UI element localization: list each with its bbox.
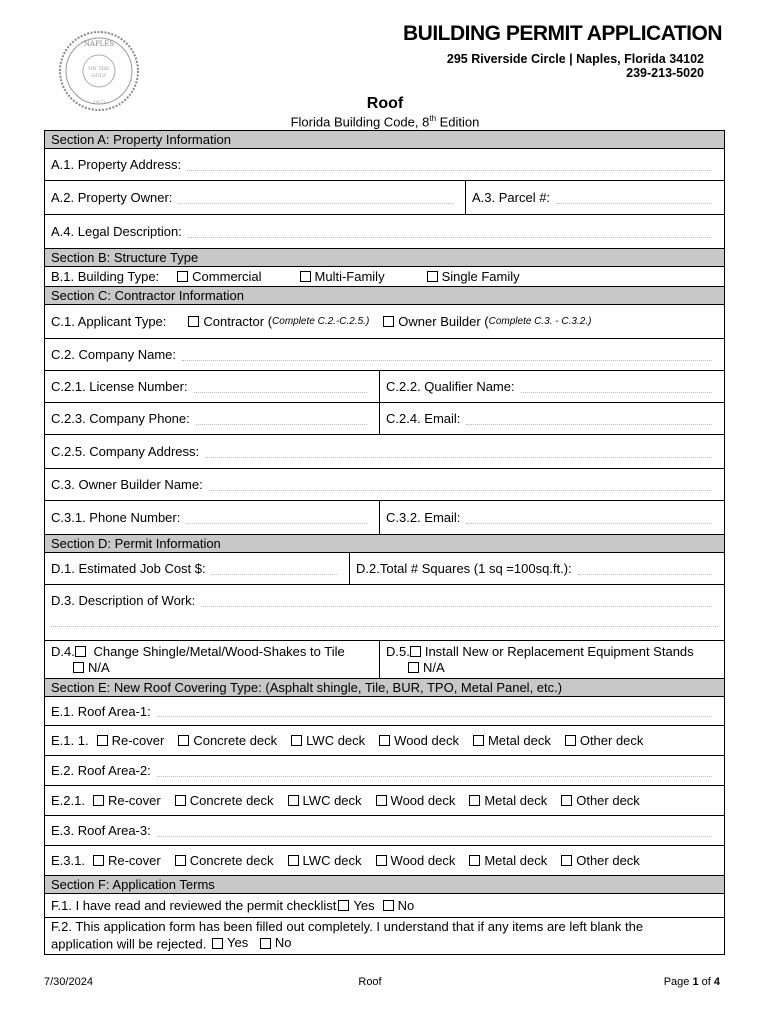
footer-date: 7/30/2024 [44, 976, 93, 988]
property-owner-field[interactable] [178, 202, 453, 204]
d5-checkbox[interactable] [410, 646, 421, 657]
row-c2 [45, 339, 724, 371]
e11-lwc-option[interactable]: LWC deck [283, 733, 365, 748]
c21-label: C.2.1. License Number: [51, 379, 188, 394]
property-address-field[interactable] [187, 169, 712, 171]
f1-no-option[interactable]: No [381, 898, 415, 913]
company-address-field[interactable] [205, 456, 712, 458]
d4-option[interactable]: D.4. Change Shingle/Metal/Wood-Shakes to Tile [51, 643, 345, 659]
e31-concrete-checkbox[interactable] [175, 855, 186, 866]
e3-label: E.3. Roof Area-3: [51, 823, 151, 838]
roof-area-1-field[interactable] [157, 715, 712, 717]
e31-recover-checkbox[interactable] [93, 855, 104, 866]
f1-label: F.1. I have read and reviewed the permit checklist [51, 898, 337, 913]
f2-line-2: application will be rejected. Yes No [51, 935, 292, 952]
footer-center: Roof [358, 976, 382, 988]
svg-text:1923: 1923 [92, 100, 106, 106]
multi-family-checkbox[interactable] [300, 271, 311, 282]
multi-family-option[interactable]: Multi-Family [292, 269, 385, 284]
contractor-checkbox[interactable] [188, 316, 199, 327]
description-of-work-line-2[interactable] [51, 626, 718, 627]
e11-metal-checkbox[interactable] [473, 735, 484, 746]
e31-lwc-checkbox[interactable] [288, 855, 299, 866]
row-c3 [45, 469, 724, 501]
e31-metal-option[interactable]: Metal deck [461, 853, 547, 868]
qualifier-name-field[interactable] [521, 391, 712, 393]
e31-wood-option[interactable]: Wood deck [368, 853, 456, 868]
e31-other-option[interactable]: Other deck [553, 853, 640, 868]
row-c1 [45, 305, 724, 339]
parcel-number-field[interactable] [556, 202, 712, 204]
e31-metal-checkbox[interactable] [469, 855, 480, 866]
d2-label: D.2.Total # Squares (1 sq =100sq.ft.): [356, 561, 572, 576]
section-a-header: Section A: Property Information [45, 131, 724, 149]
company-email-field[interactable] [466, 423, 712, 425]
e31-recover-option[interactable]: Re-cover [85, 853, 161, 868]
c22-label: C.2.2. Qualifier Name: [386, 379, 515, 394]
single-family-checkbox[interactable] [427, 271, 438, 282]
e21-lwc-option[interactable]: LWC deck [280, 793, 362, 808]
d5-na-checkbox[interactable] [408, 662, 419, 673]
e31-other-checkbox[interactable] [561, 855, 572, 866]
e11-recover-checkbox[interactable] [97, 735, 108, 746]
section-c-header: Section C: Contractor Information [45, 287, 724, 305]
row-d1 [45, 553, 724, 585]
owner-builder-name-field[interactable] [209, 489, 712, 491]
f2-yes-checkbox[interactable] [212, 938, 223, 949]
e21-metal-option[interactable]: Metal deck [461, 793, 547, 808]
c25-label: C.2.5. Company Address: [51, 444, 200, 459]
e21-wood-checkbox[interactable] [376, 795, 387, 806]
e31-label: E.3.1. [51, 853, 85, 868]
company-phone-field[interactable] [196, 423, 367, 425]
a3-label: A.3. Parcel #: [472, 190, 551, 205]
c32-label: C.3.2. Email: [386, 510, 461, 525]
d1-label: D.1. Estimated Job Cost $: [51, 561, 206, 576]
company-name-field[interactable] [182, 359, 712, 361]
e31-lwc-option[interactable]: LWC deck [280, 853, 362, 868]
row-e21 [45, 786, 724, 816]
e21-recover-option[interactable]: Re-cover [85, 793, 161, 808]
c24-label: C.2.4. Email: [386, 411, 461, 426]
total-squares-field[interactable] [578, 573, 712, 575]
e31-concrete-option[interactable]: Concrete deck [167, 853, 274, 868]
office-phone: 239-213-5020 [626, 66, 704, 80]
description-of-work-field[interactable] [201, 605, 712, 607]
permit-form [44, 130, 725, 955]
e21-concrete-checkbox[interactable] [175, 795, 186, 806]
d4-na-option[interactable]: N/A [51, 660, 110, 676]
row-a1 [45, 149, 724, 181]
c3-label: C.3. Owner Builder Name: [51, 477, 203, 492]
d5-option[interactable]: D.5. Install New or Replacement Equipment Stands [386, 643, 694, 659]
owner-phone-field[interactable] [186, 522, 367, 524]
row-e31 [45, 846, 724, 876]
e2-label: E.2. Roof Area-2: [51, 763, 151, 778]
form-title: Roof [366, 95, 404, 112]
e11-metal-option[interactable]: Metal deck [465, 733, 551, 748]
office-address: 295 Riverside Circle | Naples, Florida 34102 [446, 52, 704, 66]
c2-label: C.2. Company Name: [51, 347, 176, 362]
application-title: BUILDING PERMIT APPLICATION [403, 22, 722, 45]
roof-area-3-field[interactable] [157, 835, 712, 837]
e21-other-checkbox[interactable] [561, 795, 572, 806]
footer-page-number: Page 1 of 4 [663, 976, 720, 988]
f2-line-1: F.2. This application form has been filled out completely. I understand that if any items are left blank the [51, 919, 644, 935]
row-c21 [45, 371, 724, 403]
legal-description-field[interactable] [188, 236, 712, 238]
row-d3 [45, 585, 724, 641]
d4-checkbox[interactable] [75, 646, 86, 657]
section-f-header: Section F: Application Terms [45, 876, 724, 894]
f2-no-checkbox[interactable] [260, 938, 271, 949]
row-c31 [45, 501, 724, 535]
e11-other-checkbox[interactable] [565, 735, 576, 746]
svg-text:ON THE: ON THE [88, 66, 110, 72]
e21-metal-checkbox[interactable] [469, 795, 480, 806]
f2-yes-option[interactable]: Yes [210, 935, 248, 951]
f1-no-checkbox[interactable] [383, 900, 394, 911]
owner-builder-option[interactable]: Owner Builder ( Complete C.3. - C.3.2.) [375, 314, 591, 329]
single-family-option[interactable]: Single Family [419, 269, 520, 284]
contractor-option[interactable]: Contractor ( Complete C.2.-C.2.5.) [180, 314, 369, 329]
e11-lwc-checkbox[interactable] [291, 735, 302, 746]
svg-text:GULF: GULF [91, 73, 107, 79]
a4-label: A.4. Legal Description: [51, 224, 182, 239]
e1-label: E.1. Roof Area-1: [51, 703, 151, 719]
e21-wood-option[interactable]: Wood deck [368, 793, 456, 808]
owner-builder-checkbox[interactable] [383, 316, 394, 327]
row-e3 [45, 816, 724, 846]
a1-label: A.1. Property Address: [51, 157, 182, 172]
a2-label: A.2. Property Owner: [51, 190, 173, 205]
roof-area-2-field[interactable] [157, 775, 712, 777]
d3-label: D.3. Description of Work: [51, 593, 196, 608]
row-f1 [45, 894, 724, 918]
commercial-checkbox[interactable] [177, 271, 188, 282]
section-d-header: Section D: Permit Information [45, 535, 724, 553]
row-e2 [45, 756, 724, 786]
d5-na-option[interactable]: N/A [386, 660, 445, 676]
f1-yes-option[interactable]: Yes [336, 898, 374, 913]
section-b-header: Section B: Structure Type [45, 249, 724, 267]
e11-other-option[interactable]: Other deck [557, 733, 644, 748]
row-a4 [45, 215, 724, 249]
e11-recover-option[interactable]: Re-cover [89, 733, 165, 748]
section-e-header: Section E: New Roof Covering Type: (Asphalt shingle, Tile, BUR, TPO, Metal Panel, etc.) [45, 679, 724, 697]
row-c25 [45, 435, 724, 469]
d4-na-checkbox[interactable] [73, 662, 84, 673]
row-b1 [45, 267, 724, 287]
owner-email-field[interactable] [466, 522, 712, 524]
row-f2 [45, 918, 724, 954]
e11-label: E.1. 1. [51, 733, 89, 748]
row-d4-d5 [45, 641, 724, 679]
e11-wood-option[interactable]: Wood deck [371, 733, 459, 748]
e21-concrete-option[interactable]: Concrete deck [167, 793, 274, 808]
row-e1 [45, 697, 724, 726]
e11-concrete-option[interactable]: Concrete deck [170, 733, 277, 748]
e21-recover-checkbox[interactable] [93, 795, 104, 806]
license-number-field[interactable] [194, 391, 367, 393]
row-c23 [45, 403, 724, 435]
e11-wood-checkbox[interactable] [379, 735, 390, 746]
e21-label: E.2.1. [51, 793, 85, 808]
e11-concrete-checkbox[interactable] [178, 735, 189, 746]
b1-label: B.1. Building Type: [51, 269, 160, 284]
commercial-option[interactable]: Commercial [169, 269, 261, 284]
f1-yes-checkbox[interactable] [338, 900, 349, 911]
svg-text:NAPLES: NAPLES [83, 40, 115, 48]
form-subtitle: Florida Building Code, 8th Edition [290, 114, 480, 130]
c1-label: C.1. Applicant Type: [51, 314, 167, 329]
row-a2 [45, 181, 724, 215]
e21-other-option[interactable]: Other deck [553, 793, 640, 808]
e31-wood-checkbox[interactable] [376, 855, 387, 866]
c23-label: C.2.3. Company Phone: [51, 411, 190, 426]
c31-label: C.3.1. Phone Number: [51, 510, 181, 525]
f2-no-option[interactable]: No [258, 935, 292, 951]
row-e11 [45, 726, 724, 756]
e21-lwc-checkbox[interactable] [288, 795, 299, 806]
estimated-job-cost-field[interactable] [212, 573, 337, 575]
